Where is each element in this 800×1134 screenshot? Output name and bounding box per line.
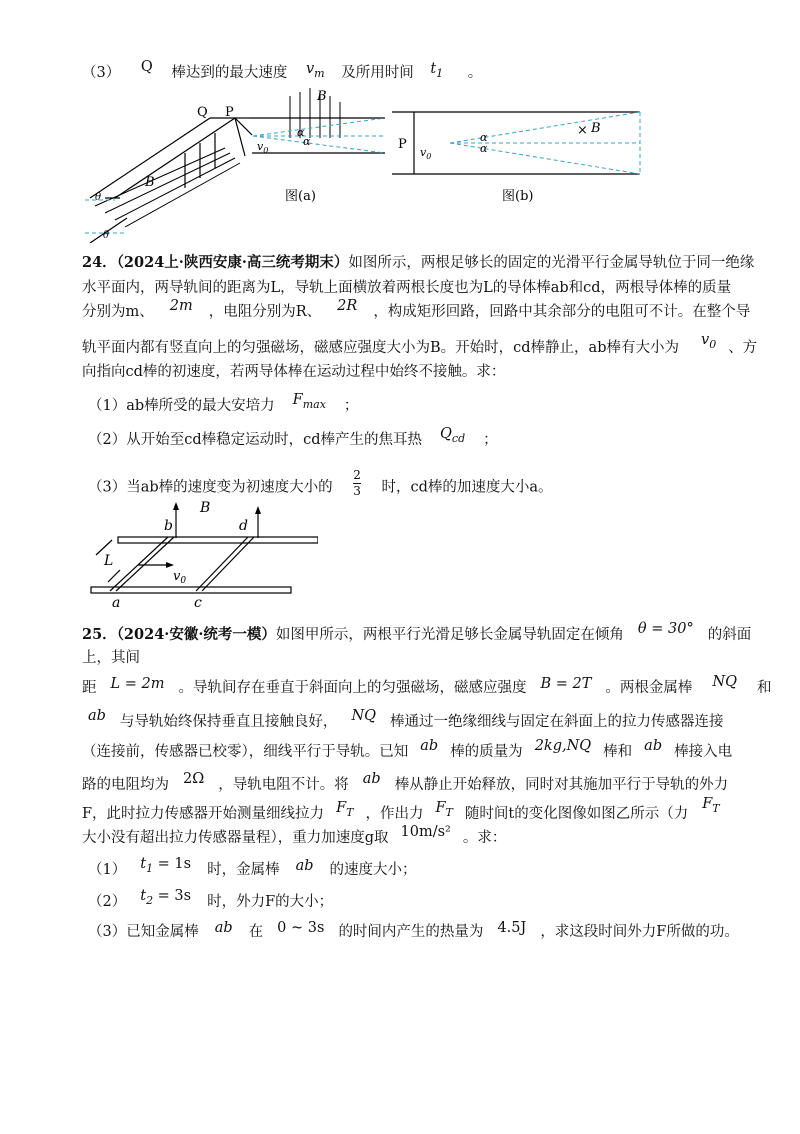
q24-line-2: 水平面内，两导轨间的距离为L，导轨上面横放着两根长度也为L的导体棒ab和cd，两根导体棒的质量 <box>82 280 732 296</box>
caption-fig-a: 图(a) <box>285 189 316 204</box>
label-B: B <box>317 89 327 104</box>
label-b-q24: b <box>164 518 173 534</box>
q23-part3: （3） Q 棒达到的最大速度 $v_m$ 及所用时间 $t_1$ 。 <box>82 59 483 81</box>
label-B-incline: B <box>145 175 155 190</box>
label-B-q24: B <box>200 500 211 516</box>
label-d-q24: d <box>239 518 248 534</box>
q24-part3: （3）当ab棒的速度变为初速度大小的 $\frac{2}{3}$ 时，cd棒的加速度大小a。 <box>88 468 553 498</box>
q24-line-3: 分别为m、 2m ，电阻分别为R、 2R ，构成矩形回路，回路中其余部分的电阻可不计。在整个导 <box>82 298 751 320</box>
caption-fig-b: 图(b) <box>502 189 534 204</box>
q25-line-3: 距 L = 2m 。导轨间存在垂直于斜面向上的匀强磁场，磁感应强度 B = 2T 。两根金属棒 NQ 和 <box>82 674 772 696</box>
q25-line-5: （连接前，传感器已校零），细线平行于导轨。已知 ab 棒的质量为 2kg,NQ 棒和 ab 棒接入电 <box>82 738 733 760</box>
label-P: P <box>225 105 234 120</box>
label-theta-2: θ <box>103 230 110 241</box>
label-B-b: B <box>591 121 601 136</box>
label-v0-q24: $v_0$ <box>173 569 187 586</box>
q24-line-5: 向指向cd棒的初速度，若两导体棒在运动过程中始终不接触。求： <box>82 364 506 380</box>
q25-part2: （2） $t_2 = 3s$ 时，外力F的大小； <box>88 888 334 910</box>
label-alpha-b1: α <box>480 131 488 144</box>
q25-part3: （3）已知金属棒 ab 在 0 ~ 3s 的时间内产生的热量为 4.5J ，求这段时间外力F所做的功。 <box>88 920 739 940</box>
q25-line-6: 路的电阻均为 2Ω ，导轨电阻不计。将 ab 棒从静止开始释放，同时对其施加平行于导轨的外力 <box>82 771 729 793</box>
q25-line-1: 25．（2024·安徽·统考一模）如图甲所示，两根平行光滑足够长金属导轨固定在倾角 θ = 30° 的斜面 <box>82 621 752 643</box>
label-v0-b: $v_0$ <box>420 146 432 161</box>
q24-part2: （2）从开始至cd棒稳定运动时，cd棒产生的焦耳热 $Q_{cd}$ ； <box>88 426 498 448</box>
q24-line-1: 24．（2024上·陕西安康·高三统考期末）如图所示，两根足够长的固定的光滑平行金属导轨位于同一绝缘 <box>82 254 755 271</box>
q25-line-2: 上，其间 <box>82 650 140 666</box>
figure-b <box>392 108 642 213</box>
label-alpha-1: α <box>297 126 305 139</box>
figure-a <box>85 88 385 243</box>
figure-q24-rails <box>88 500 318 610</box>
label-alpha-b2: α <box>480 142 488 155</box>
q25-line-8: 大小没有超出拉力传感器量程），重力加速度g取 10m/s² 。求： <box>82 824 507 846</box>
label-L-q24: L <box>104 553 114 569</box>
label-P-b: P <box>398 137 407 152</box>
label-v0: $v_0$ <box>257 140 269 155</box>
label-alpha-2: α <box>303 135 311 148</box>
label-cross-b: × <box>577 123 588 138</box>
label-a-q24: a <box>112 595 121 610</box>
q25-line-7: F，此时拉力传感器开始测量细线拉力 $F_T$ ，作出力 $F_T$ 随时间t的变化图像如图乙所示（力$F_T$ <box>82 796 720 822</box>
q25-part1: （1） $t_1 = 1s$ 时，金属棒 ab 的速度大小； <box>88 856 417 878</box>
label-theta-1: θ <box>95 192 102 203</box>
label-c-q24: c <box>194 595 202 610</box>
q24-part1: （1）ab棒所受的最大安培力 $F_{max}$ ； <box>88 392 359 414</box>
q24-line-4: 轨平面内都有竖直向上的匀强磁场，磁感应强度大小为B。开始时，cd棒静止，ab棒有大小为 $v_0$ 、方 <box>82 332 758 356</box>
label-Q: Q <box>197 105 208 120</box>
q25-line-4: ab 与导轨始终保持垂直且接触良好， NQ 棒通过一绝缘细线与固定在斜面上的拉力传感器连接 <box>88 708 724 730</box>
